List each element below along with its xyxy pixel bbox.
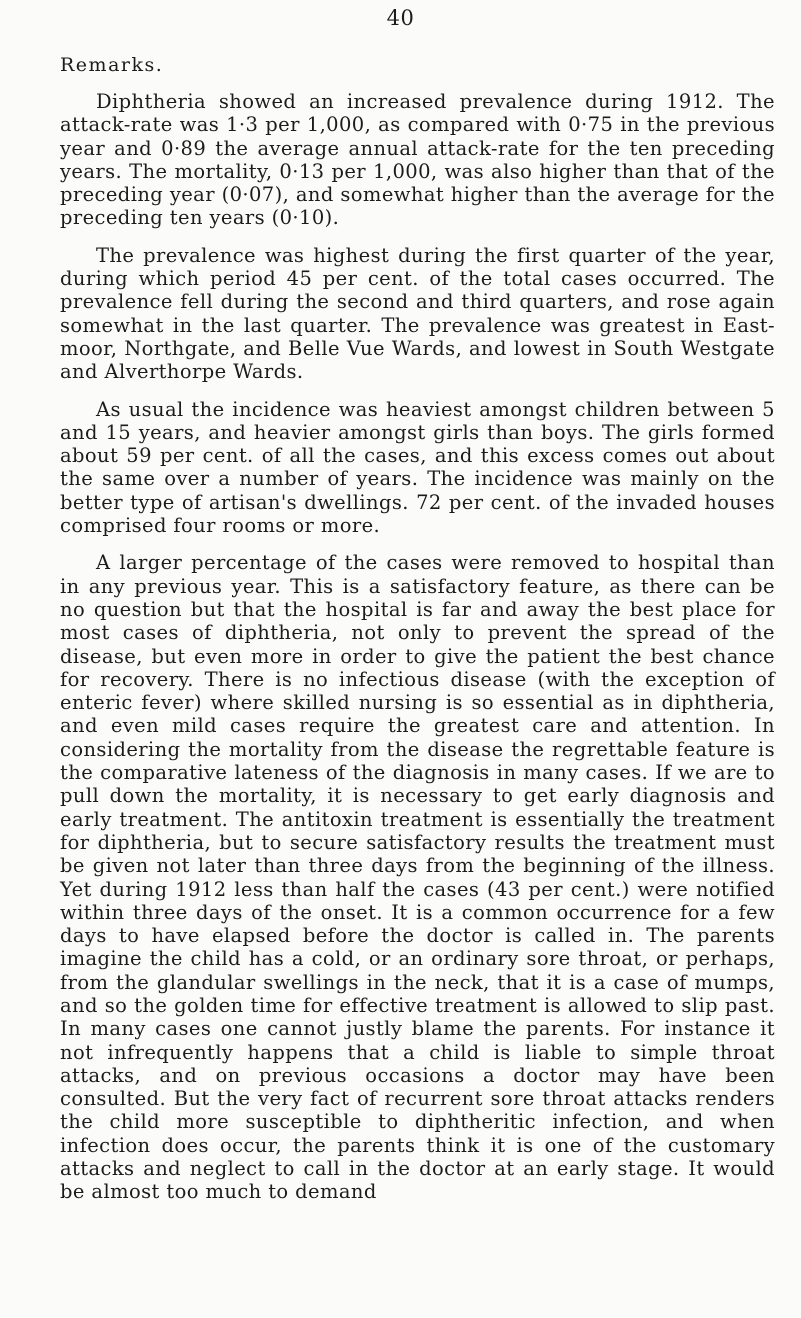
- body-text: [60, 90, 775, 1218]
- paragraph-quarterly-prevalence: The prevalence was highest during the first quarter of the year, during which period 45 per cent. of the total cases occurred. The prevalence fell during the second and third quarters, and rose again somewhat in the last quarter. The prevalence was greatest in East-moor, Northgate, and Belle Vue Wards, and lowest in South Westgate and Alverthorpe Wards.: [60, 243, 775, 384]
- section-heading: Remarks.: [60, 54, 164, 76]
- page-number: 40: [386, 6, 415, 30]
- paragraph-hospital-treatment: A larger percentage of the cases were removed to hospital than in any previous year. This is a satisfactory feature, as there can be no question but that the hospital is far and away the best place for most cases of diphtheria, not only to prevent the spread of the disease, but even more in order to give the patient the best chance for recovery. There is no infectious disease (with the exception of enteric fever) where skilled nursing is so essential as in diphtheria, and even mild cases require the greatest care and attention. In considering the mortality from the disease the regrettable feature is the comparative lateness of the diagnosis in many cases. If we are to pull down the mortality, it is necessary to get early diagnosis and early treatment. The antitoxin treatment is essentially the treatment for diphtheria, but to secure satisfactory results the treatment must be given not later than three days from the beginning of the illness. Yet during 1912 less than half the cases (43 per cent.) were notified within three days of the onset. It is a common occurrence for a few days to have elapsed before the doctor is called in. The parents imagine the child has a cold, or an ordinary sore throat, or perhaps, from the glandular swellings in the neck, that it is a case of mumps, and so the golden time for effective treatment is allowed to slip past. In many cases one cannot justly blame the parents. For instance it not infrequently happens that a child is liable to simple throat attacks, and on previous occasions a doctor may have been consulted. But the very fact of recurrent sore throat attacks renders the child more susceptible to diphtheritic infection, and when infection does occur, the parents think it is one of the customary attacks and neglect to call in the doctor at an early stage. It would be almost too much to demand: [60, 551, 775, 1204]
- paragraph-prevalence: Diphtheria showed an increased prevalence during 1912. The attack-rate was 1·3 per 1,000, as compared with 0·75 in the previous year and 0·89 the average annual attack-rate for the ten preceding years. The mortality, 0·13 per 1,000, was also higher than that of the preceding year (0·07), and somewhat higher than the average for the preceding ten years (0·10).: [60, 90, 775, 230]
- paragraph-incidence: As usual the incidence was heaviest amongst children between 5 and 15 years, and heavier amongst girls than boys. The girls formed about 59 per cent. of all the cases, and this excess comes out about the same over a number of years. The incidence was mainly on the better type of artisan's dwellings. 72 per cent. of the invaded houses comprised four rooms or more.: [60, 397, 775, 538]
